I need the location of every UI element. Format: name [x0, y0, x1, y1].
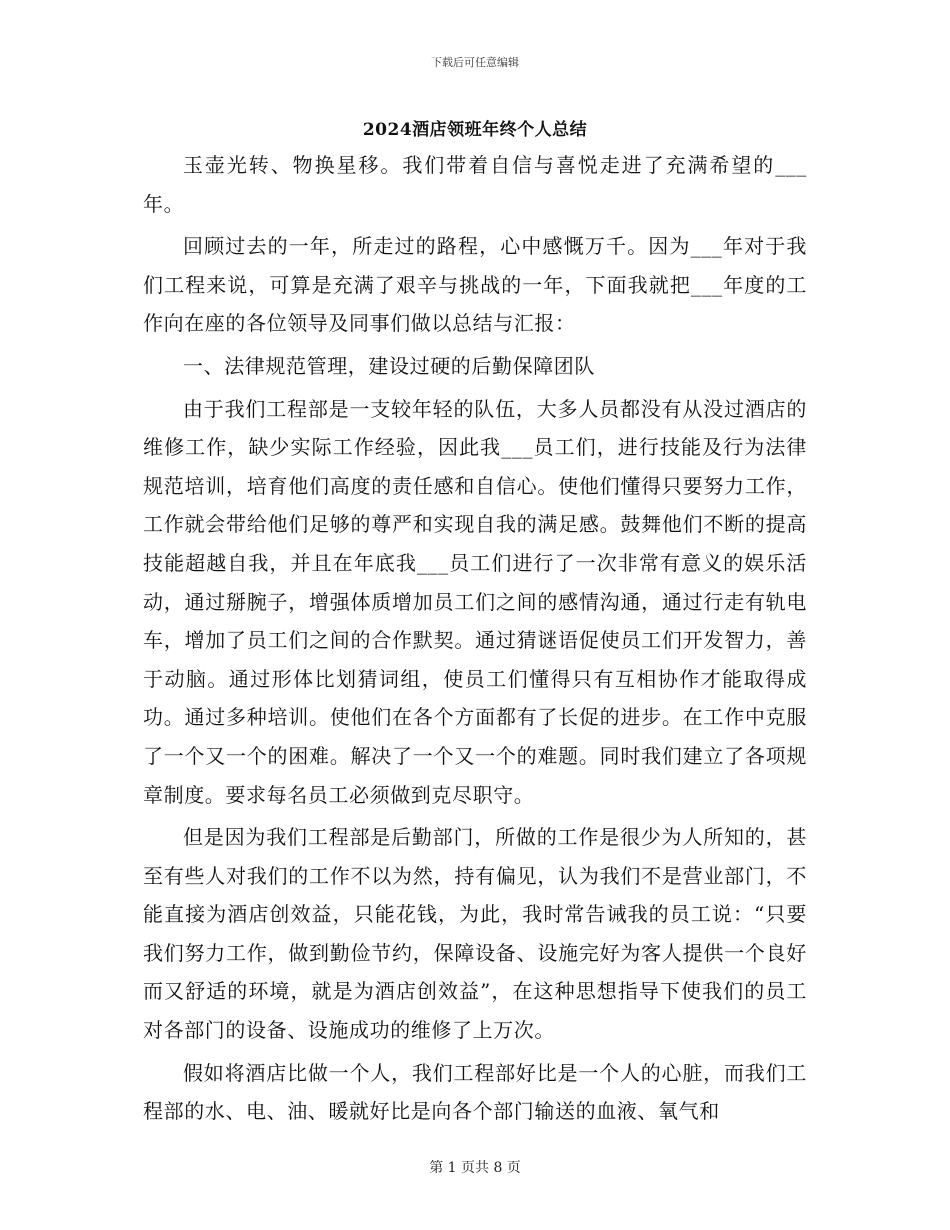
document-title: 2024酒店领班年终个人总结 [362, 120, 588, 140]
page-header-note: 下载后可任意编辑 [431, 56, 519, 69]
paragraph: 但是因为我们工程部是后勤部门，所做的工作是很少为人所知的，甚至有些人对我们的工作不以为然，持有偏见，认为我们不是营业部门，不能直接为酒店创效益，只能花钱，为此，我时常告诫我的员工说：“只要我们努力工作，做到勤俭节约，保障设备、设施完好为客人提供一个良好而又舒适的环境，就是为酒店创效益”，在这种思想指导下使我们的员工对各部门的设备、设施成功的维修了上万次。 [143, 825, 807, 1043]
paragraph: 由于我们工程部是一支较年轻的队伍，大多人员都没有从没过酒店的维修工作，缺少实际工作经验，因此我___员工们，进行技能及行为法律规范培训，培育他们高度的责任感和自信心。使他们懂得只要努力工作，工作就会带给他们足够的尊严和实现自我的满足感。鼓舞他们不断的提高技能超越自我，并且在年底我___员工们进行了一次非常有意义的娱乐活动，通过掰腕子，增强体质增加员工们之间的感情沟通，通过行走有轨电车，增加了员工们之间的合作默契。通过猜谜语促使员工们开发智力，善于动脑。通过形体比划猜词组，使员工们懂得只有互相协作才能取得成功。通过多种培训。使他们在各个方面都有了长促的进步。在工作中克服了一个又一个的困难。解决了一个又一个的难题。同时我们建立了各项规章制度。要求每名员工必须做到克尽职守。 [143, 396, 807, 807]
page-number: 第 1 页共 8 页 [429, 1160, 521, 1176]
section-heading: 一、法律规范管理，建设过硬的后勤保障团队 [183, 353, 595, 378]
paragraph: 玉壶光转、物换星移。我们带着自信与喜悦走进了充满希望的___年。 [143, 153, 807, 216]
paragraph: 假如将酒店比做一个人，我们工程部好比是一个人的心脏，而我们工程部的水、电、油、暖就好比是向各个部门输送的血液、氧气和 [143, 1060, 807, 1124]
document-body [143, 146, 807, 1131]
paragraph: 回顾过去的一年，所走过的路程，心中感慨万千。因为___年对于我们工程来说，可算是充满了艰辛与挑战的一年，下面我就把___年度的工作向在座的各位领导及同事们做以总结与汇报： [143, 234, 807, 336]
